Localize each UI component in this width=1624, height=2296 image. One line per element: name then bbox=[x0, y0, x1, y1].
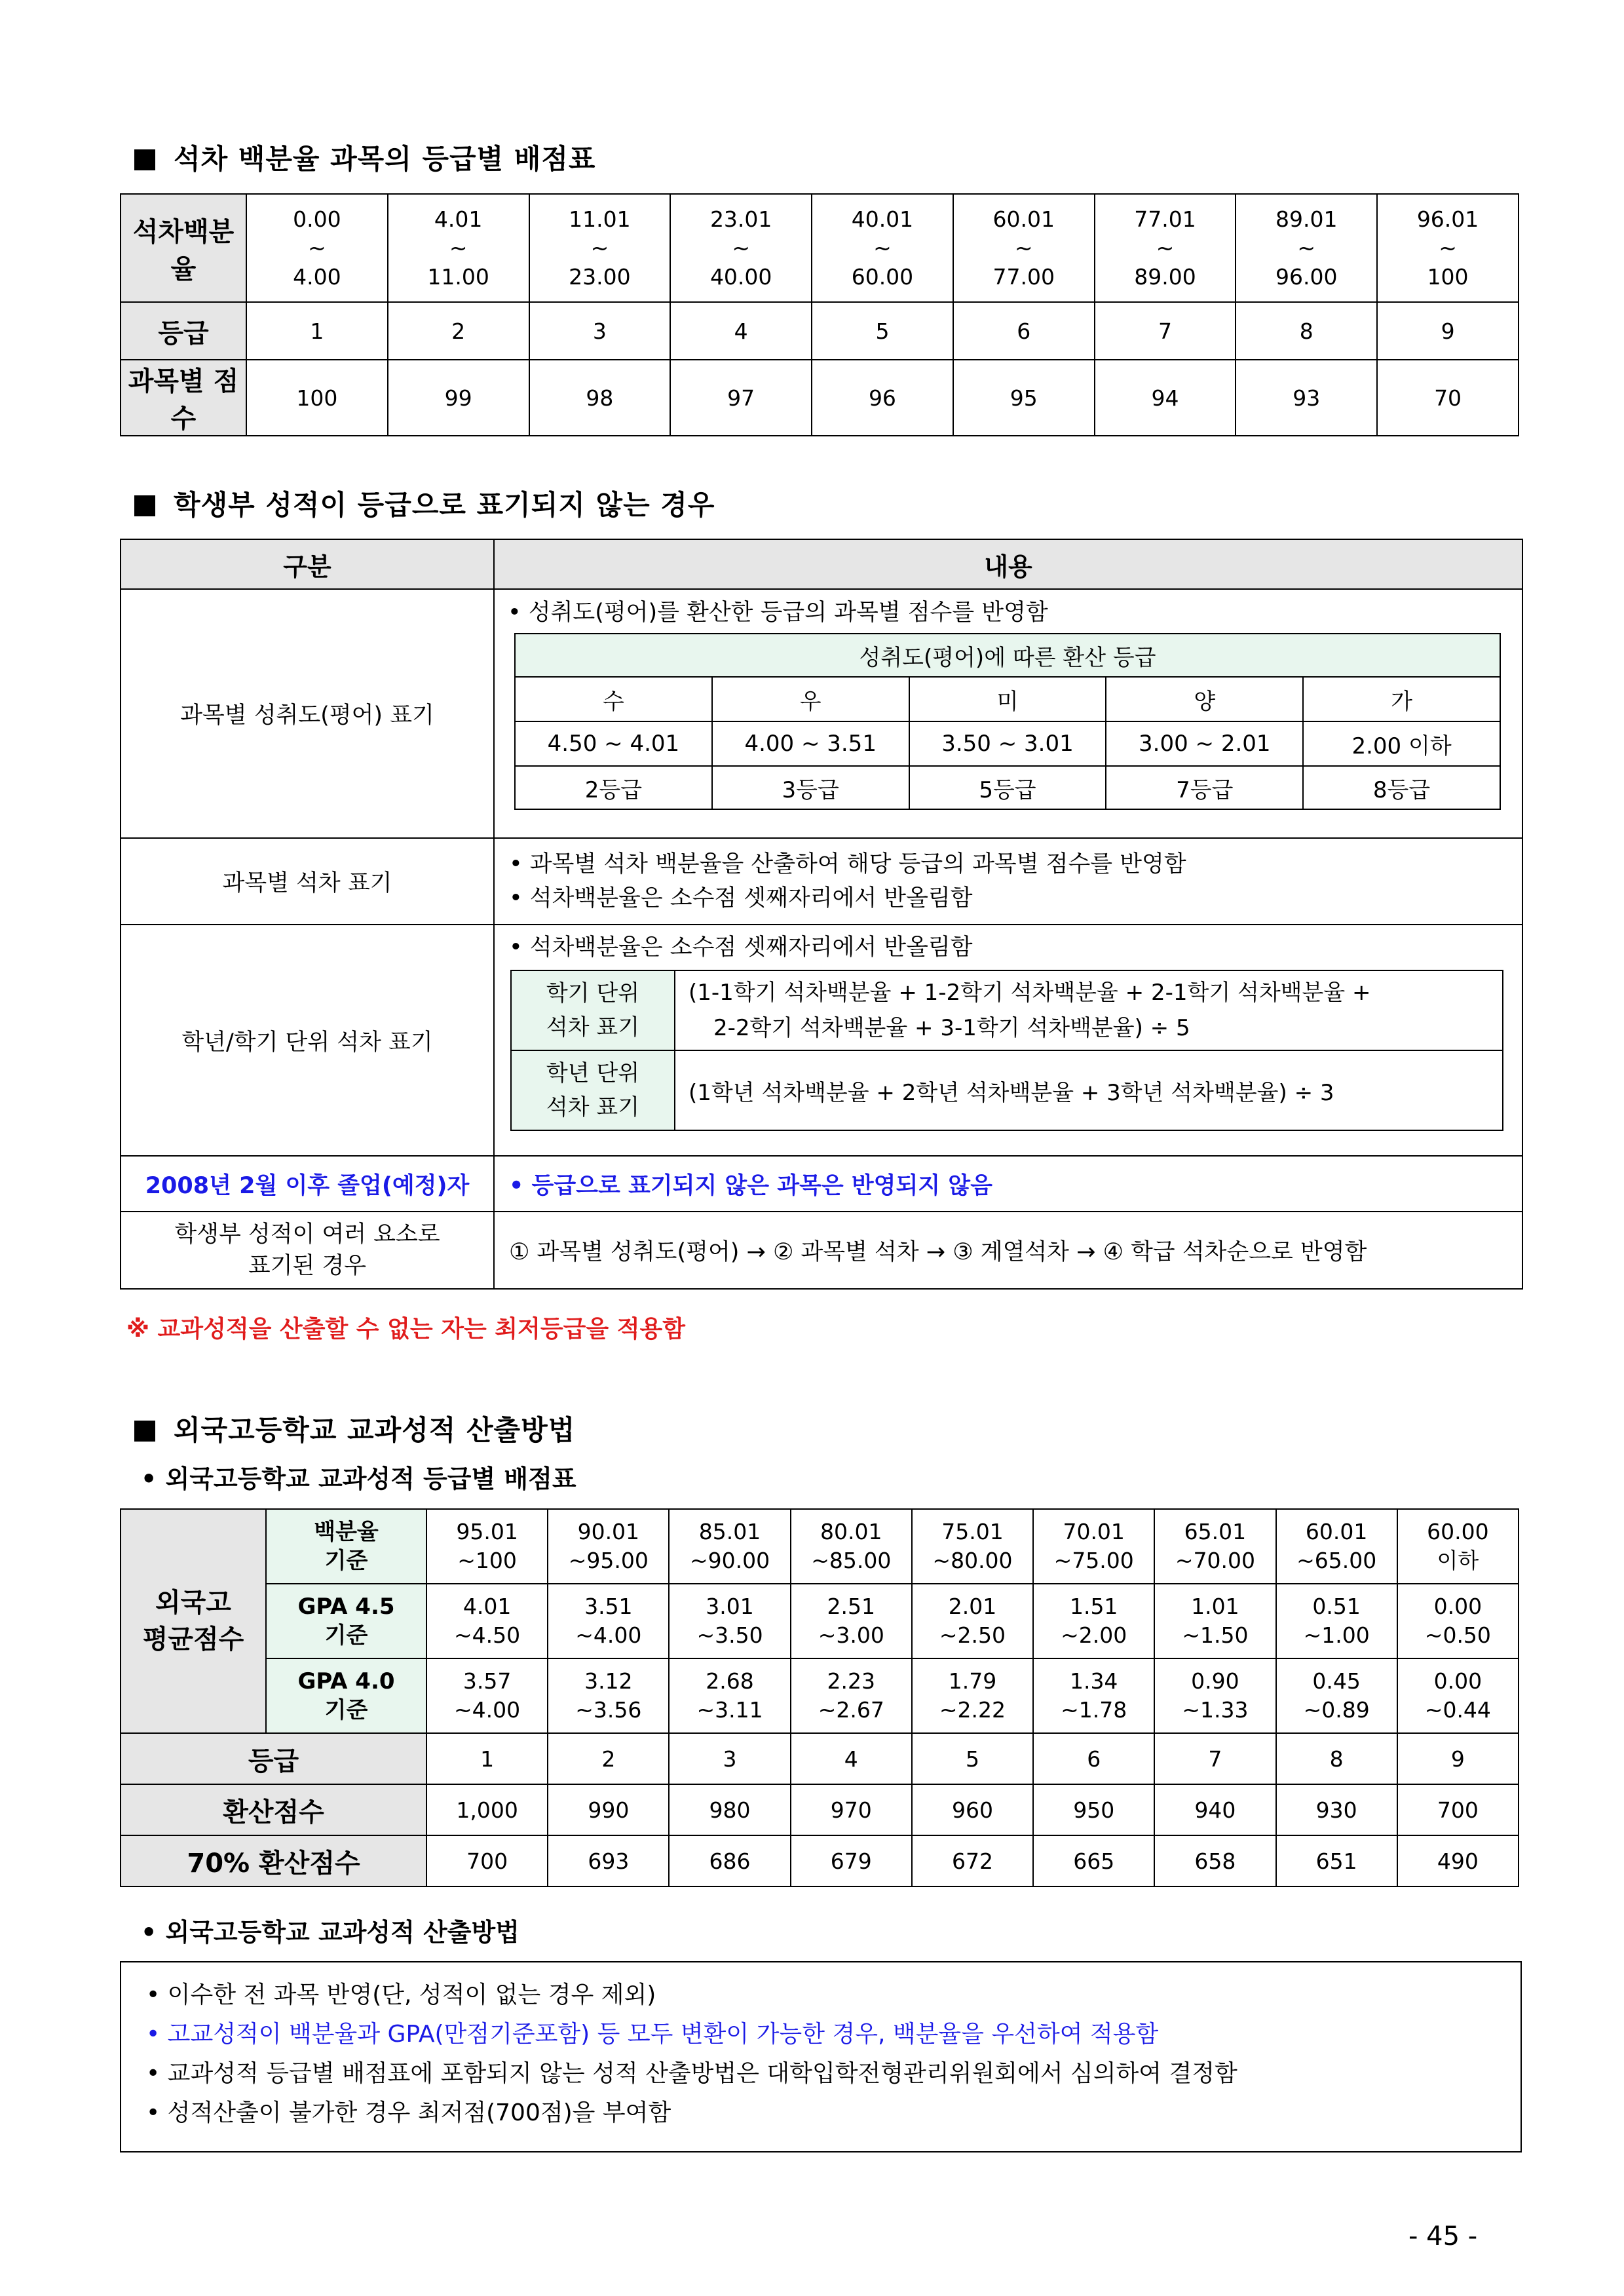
foreign-grade-table bbox=[120, 1508, 1519, 1887]
percent-cell: 70.01 ~75.00 bbox=[1033, 1509, 1154, 1584]
year-label: 학년 단위 석차 표기 bbox=[511, 1050, 675, 1130]
foreign-grade-cell: 3 bbox=[669, 1733, 790, 1784]
grade-cell: 5 bbox=[812, 302, 953, 360]
score-cell: 100 bbox=[246, 360, 388, 436]
converted-score-label: 환산점수 bbox=[121, 1784, 426, 1835]
score-cell: 96 bbox=[812, 360, 953, 436]
header-row bbox=[121, 539, 1522, 589]
foreign-average-label: 외국고 평균점수 bbox=[121, 1509, 266, 1733]
level-cell: 수 bbox=[515, 677, 712, 721]
multi-factor-text: ① 과목별 성취도(평어) → ② 과목별 석차 → ③ 계열석차 → ④ 학급 석차순으로 반영함 bbox=[494, 1212, 1522, 1289]
conversion-title: 성취도(평어)에 따른 환산 등급 bbox=[515, 634, 1500, 677]
range-row bbox=[515, 721, 1500, 766]
grade-label: 등급 bbox=[121, 302, 246, 360]
gpa45-label: GPA 4.5 기준 bbox=[266, 1584, 426, 1658]
gpa45-cell: 3.01 ~3.50 bbox=[669, 1584, 790, 1658]
method-note-4: • 성적산출이 불가한 경우 최저점(700점)을 부여함 bbox=[146, 2099, 671, 2126]
score-cell: 95 bbox=[953, 360, 1095, 436]
pct-cell: 40.01 ~ 60.00 bbox=[812, 194, 953, 302]
foreign-grade-cell: 6 bbox=[1033, 1733, 1154, 1784]
subject-rank-row bbox=[121, 838, 1522, 925]
foreign-grade-cell: 9 bbox=[1397, 1733, 1519, 1784]
foreign-method-box bbox=[120, 1961, 1522, 2152]
pct-cell: 89.01 ~ 96.00 bbox=[1236, 194, 1377, 302]
converted-score-cell: 940 bbox=[1154, 1784, 1275, 1835]
converted70-label: 70% 환산점수 bbox=[121, 1835, 426, 1886]
subject-rank-content bbox=[494, 838, 1522, 925]
percent-cell: 60.01 ~65.00 bbox=[1276, 1509, 1397, 1584]
score-cell: 97 bbox=[670, 360, 812, 436]
level-cell: 가 bbox=[1303, 677, 1500, 721]
subject-rank-bullet-1: • 과목별 석차 백분율을 산출하여 해당 등급의 과목별 점수를 반영함 bbox=[509, 851, 1186, 877]
score-label: 과목별 점수 bbox=[121, 360, 246, 436]
gpa45-cell: 4.01 ~4.50 bbox=[426, 1584, 548, 1658]
gpa45-cell: 2.01 ~2.50 bbox=[912, 1584, 1033, 1658]
foreign-grade-cell: 5 bbox=[912, 1733, 1033, 1784]
pct-cell: 96.01 ~ 100 bbox=[1377, 194, 1519, 302]
converted70-cell: 490 bbox=[1397, 1835, 1519, 1886]
percent-cell: 60.00 이하 bbox=[1397, 1509, 1519, 1584]
gpa40-cell: 3.12 ~3.56 bbox=[548, 1658, 669, 1733]
foreign-grade-cell: 2 bbox=[548, 1733, 669, 1784]
gpa45-cell: 0.51 ~1.00 bbox=[1276, 1584, 1397, 1658]
grade-cell: 1 bbox=[246, 302, 388, 360]
section3-title bbox=[134, 1409, 575, 1448]
gpa45-cell: 1.51 ~2.00 bbox=[1033, 1584, 1154, 1658]
header-content: 내용 bbox=[494, 539, 1522, 589]
converted70-cell: 693 bbox=[548, 1835, 669, 1886]
multi-factor-row bbox=[121, 1212, 1522, 1289]
term-rank-formula-table bbox=[510, 970, 1503, 1131]
gpa45-row bbox=[121, 1584, 1519, 1658]
term-rank-bullet: • 석차백분율은 소수점 셋째자리에서 반올림함 bbox=[509, 934, 973, 961]
score-cell: 99 bbox=[388, 360, 529, 436]
achievement-conversion-table bbox=[514, 633, 1501, 810]
semester-formula: (1-1학기 석차백분율 + 1-2학기 석차백분율 + 2-1학기 석차백분율 + 2-2학기 석차백분율 + 3-1학기 석차백분율) ÷ 5 bbox=[675, 970, 1503, 1050]
converted-score-cell: 700 bbox=[1397, 1784, 1519, 1835]
year-row bbox=[511, 1050, 1503, 1130]
gpa40-cell: 2.23 ~2.67 bbox=[791, 1658, 912, 1733]
rank-percent-table bbox=[120, 193, 1519, 436]
subject-rank-label: 과목별 석차 표기 bbox=[121, 838, 494, 925]
pct-label: 석차백분율 bbox=[121, 194, 246, 302]
square-bullet-icon bbox=[134, 149, 155, 170]
non-grade-table bbox=[120, 539, 1523, 1290]
converted-score-cell: 960 bbox=[912, 1784, 1033, 1835]
converted70-cell: 651 bbox=[1276, 1835, 1397, 1886]
pct-cell: 60.01 ~ 77.00 bbox=[953, 194, 1095, 302]
section2-title bbox=[134, 484, 715, 523]
percent-cell: 80.01 ~85.00 bbox=[791, 1509, 912, 1584]
pct-cell: 11.01 ~ 23.00 bbox=[529, 194, 671, 302]
percent-cell: 65.01 ~70.00 bbox=[1154, 1509, 1275, 1584]
achievement-content bbox=[494, 589, 1522, 838]
gpa40-label: GPA 4.0 기준 bbox=[266, 1658, 426, 1733]
grade-cell: 7 bbox=[1095, 302, 1236, 360]
score-row bbox=[121, 360, 1519, 436]
range-cell: 3.50 ~ 3.01 bbox=[909, 721, 1106, 766]
foreign-grade-cell: 7 bbox=[1154, 1733, 1275, 1784]
percent-cell: 95.01 ~100 bbox=[426, 1509, 548, 1584]
gpa40-cell: 0.00 ~0.44 bbox=[1397, 1658, 1519, 1733]
subject-rank-bullet-2: • 석차백분율은 소수점 셋째자리에서 반올림함 bbox=[509, 885, 973, 911]
foreign-grade-row bbox=[121, 1733, 1519, 1784]
gpa45-cell: 3.51 ~4.00 bbox=[548, 1584, 669, 1658]
header-category: 구분 bbox=[121, 539, 494, 589]
square-bullet-icon bbox=[134, 1421, 155, 1442]
multi-factor-label: 학생부 성적이 여러 요소로 표기된 경우 bbox=[121, 1212, 494, 1289]
foreign-grade-cell: 8 bbox=[1276, 1733, 1397, 1784]
semester-row bbox=[511, 970, 1503, 1050]
pct-cell: 0.00 ~ 4.00 bbox=[246, 194, 388, 302]
percent-cell: 85.01 ~90.00 bbox=[669, 1509, 790, 1584]
grade-cell: 3 bbox=[529, 302, 671, 360]
method-note-2: • 고교성적이 백분율과 GPA(만점기준포함) 등 모두 변환이 가능한 경우, 백분율을 우선하여 적용함 bbox=[146, 2021, 1159, 2048]
square-bullet-icon bbox=[134, 495, 155, 516]
gpa40-cell: 3.57 ~4.00 bbox=[426, 1658, 548, 1733]
percent-basis-row bbox=[121, 1509, 1519, 1584]
gpa40-cell: 1.79 ~2.22 bbox=[912, 1658, 1033, 1733]
grade-cell: 9 bbox=[1377, 302, 1519, 360]
converted70-cell: 679 bbox=[791, 1835, 912, 1886]
converted-score-cell: 930 bbox=[1276, 1784, 1397, 1835]
converted-score-cell: 1,000 bbox=[426, 1784, 548, 1835]
converted-score-cell: 980 bbox=[669, 1784, 790, 1835]
foreign-grade-label: 등급 bbox=[121, 1733, 426, 1784]
method-note-1: • 이수한 전 과목 반영(단, 성적이 없는 경우 제외) bbox=[146, 1981, 656, 2008]
converted-grade-row bbox=[515, 766, 1500, 809]
graduate-2008-row bbox=[121, 1156, 1522, 1212]
score-cell: 98 bbox=[529, 360, 671, 436]
gpa45-cell: 0.00 ~0.50 bbox=[1397, 1584, 1519, 1658]
converted70-row bbox=[121, 1835, 1519, 1886]
foreign-method-subtitle: • 외국고등학교 교과성적 산출방법 bbox=[141, 1918, 519, 1947]
semester-label: 학기 단위 석차 표기 bbox=[511, 970, 675, 1050]
gpa40-cell: 0.90 ~1.33 bbox=[1154, 1658, 1275, 1733]
range-cell: 2.00 이하 bbox=[1303, 721, 1500, 766]
lowest-grade-note: ※ 교과성적을 산출할 수 없는 자는 최저등급을 적용함 bbox=[126, 1316, 686, 1343]
level-cell: 양 bbox=[1106, 677, 1303, 721]
grade-cell: 4 bbox=[670, 302, 812, 360]
score-cell: 93 bbox=[1236, 360, 1377, 436]
year-formula: (1학년 석차백분율 + 2학년 석차백분율 + 3학년 석차백분율) ÷ 3 bbox=[675, 1050, 1503, 1130]
converted70-cell: 672 bbox=[912, 1835, 1033, 1886]
level-row bbox=[515, 677, 1500, 721]
converted-grade-cell: 5등급 bbox=[909, 766, 1106, 809]
converted-grade-cell: 2등급 bbox=[515, 766, 712, 809]
gpa40-cell: 2.68 ~3.11 bbox=[669, 1658, 790, 1733]
achievement-label: 과목별 성취도(평어) 표기 bbox=[121, 589, 494, 838]
percent-basis-label: 백분율 기준 bbox=[266, 1509, 426, 1584]
grade-row bbox=[121, 302, 1519, 360]
section3-title-text: 외국고등학교 교과성적 산출방법 bbox=[174, 1414, 576, 1446]
converted-score-row bbox=[121, 1784, 1519, 1835]
percent-cell: 90.01 ~95.00 bbox=[548, 1509, 669, 1584]
grade-cell: 6 bbox=[953, 302, 1095, 360]
gpa40-cell: 1.34 ~1.78 bbox=[1033, 1658, 1154, 1733]
conversion-title-row bbox=[515, 634, 1500, 677]
converted70-cell: 665 bbox=[1033, 1835, 1154, 1886]
pct-cell: 4.01 ~ 11.00 bbox=[388, 194, 529, 302]
method-note-3: • 교과성적 등급별 배점표에 포함되지 않는 성적 산출방법은 대학입학전형관리위원회에서 심의하여 결정함 bbox=[146, 2060, 1237, 2087]
section1-title bbox=[134, 138, 596, 177]
foreign-grade-cell: 4 bbox=[791, 1733, 912, 1784]
percent-cell: 75.01 ~80.00 bbox=[912, 1509, 1033, 1584]
section2-title-text: 학생부 성적이 등급으로 표기되지 않는 경우 bbox=[174, 489, 715, 521]
pct-row bbox=[121, 194, 1519, 302]
converted-score-cell: 950 bbox=[1033, 1784, 1154, 1835]
gpa40-cell: 0.45 ~0.89 bbox=[1276, 1658, 1397, 1733]
score-cell: 70 bbox=[1377, 360, 1519, 436]
converted-score-cell: 970 bbox=[791, 1784, 912, 1835]
converted-grade-cell: 8등급 bbox=[1303, 766, 1500, 809]
gpa45-cell: 1.01 ~1.50 bbox=[1154, 1584, 1275, 1658]
pct-cell: 23.01 ~ 40.00 bbox=[670, 194, 812, 302]
term-rank-content bbox=[494, 925, 1522, 1156]
grade-cell: 8 bbox=[1236, 302, 1377, 360]
gpa40-row bbox=[121, 1658, 1519, 1733]
term-rank-label: 학년/학기 단위 석차 표기 bbox=[121, 925, 494, 1156]
foreign-grade-table-subtitle: • 외국고등학교 교과성적 등급별 배점표 bbox=[141, 1464, 576, 1493]
converted-score-cell: 990 bbox=[548, 1784, 669, 1835]
foreign-grade-cell: 1 bbox=[426, 1733, 548, 1784]
level-cell: 미 bbox=[909, 677, 1106, 721]
converted70-cell: 686 bbox=[669, 1835, 790, 1886]
converted70-cell: 700 bbox=[426, 1835, 548, 1886]
converted-grade-cell: 7등급 bbox=[1106, 766, 1303, 809]
section1-title-text: 석차 백분율 과목의 등급별 배점표 bbox=[174, 143, 596, 175]
level-cell: 우 bbox=[712, 677, 909, 721]
graduate-2008-text: • 등급으로 표기되지 않은 과목은 반영되지 않음 bbox=[494, 1156, 1522, 1212]
page-number: - 45 - bbox=[1408, 2221, 1478, 2251]
grade-cell: 2 bbox=[388, 302, 529, 360]
term-rank-row bbox=[121, 925, 1522, 1156]
graduate-2008-label: 2008년 2월 이후 졸업(예정)자 bbox=[121, 1156, 494, 1212]
achievement-bullet: • 성취도(평어)를 환산한 등급의 과목별 점수를 반영함 bbox=[508, 600, 1048, 626]
score-cell: 94 bbox=[1095, 360, 1236, 436]
pct-cell: 77.01 ~ 89.00 bbox=[1095, 194, 1236, 302]
converted-grade-cell: 3등급 bbox=[712, 766, 909, 809]
gpa45-cell: 2.51 ~3.00 bbox=[791, 1584, 912, 1658]
range-cell: 4.00 ~ 3.51 bbox=[712, 721, 909, 766]
range-cell: 4.50 ~ 4.01 bbox=[515, 721, 712, 766]
achievement-row bbox=[121, 589, 1522, 838]
range-cell: 3.00 ~ 2.01 bbox=[1106, 721, 1303, 766]
converted70-cell: 658 bbox=[1154, 1835, 1275, 1886]
